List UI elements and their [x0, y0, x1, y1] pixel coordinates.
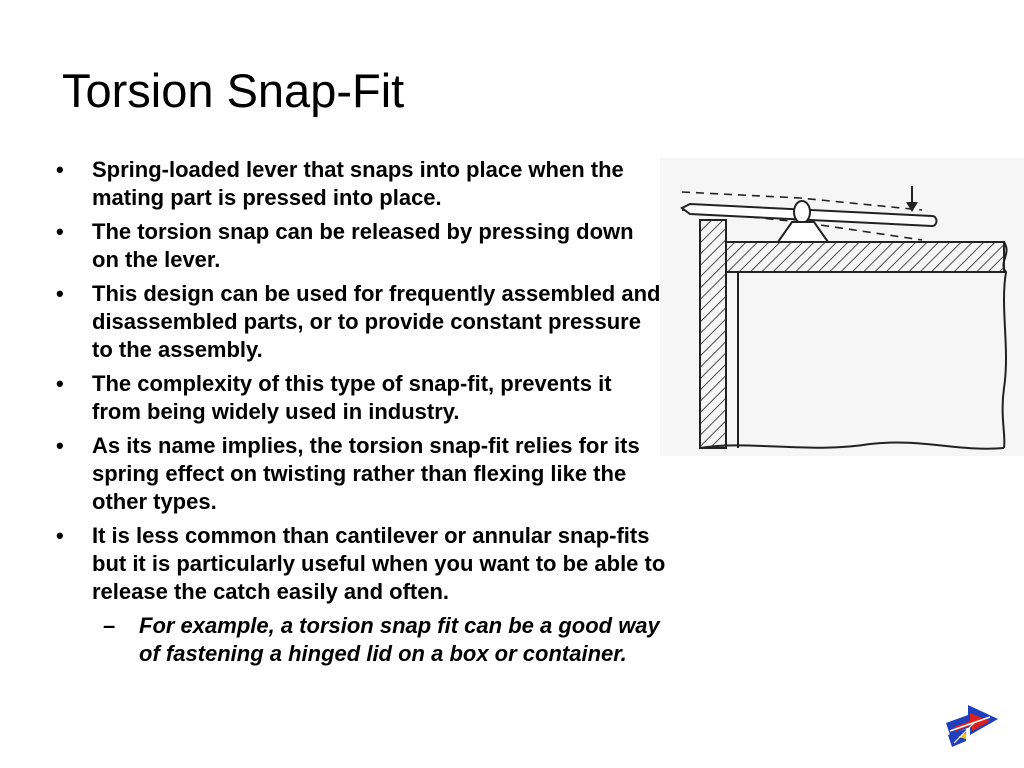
arrow-logo-icon — [944, 701, 1000, 751]
sub-bullet-text: For example, a torsion snap fit can be a good way of fastening a hinged lid on a box or container. — [139, 613, 660, 666]
bullet-item — [56, 280, 666, 364]
bullet-marker: • — [56, 157, 64, 182]
bullet-text: This design can be used for frequently assembled and disassembled parts, or to provide constant pressure to the assembly. — [92, 281, 661, 362]
bullet-item — [56, 432, 666, 516]
bullet-text: As its name implies, the torsion snap-fit relies for its spring effect on twisting rather than flexing like the other types. — [92, 433, 640, 514]
sub-bullet-marker: – — [103, 613, 116, 638]
slide-title: Torsion Snap-Fit — [62, 64, 405, 117]
bullet-list — [56, 156, 666, 674]
bullet-text: The complexity of this type of snap-fit, prevents it from being widely used in industry. — [92, 371, 612, 424]
bullet-item — [56, 370, 666, 426]
bullet-text: The torsion snap can be released by pressing down on the lever. — [92, 219, 634, 272]
bullet-text: Spring-loaded lever that snaps into place when the mating part is pressed into place. — [92, 157, 624, 210]
bullet-marker: • — [56, 523, 64, 548]
bullet-marker: • — [56, 281, 64, 306]
bullet-marker: • — [56, 433, 64, 458]
sub-bullet-list — [92, 612, 666, 668]
bullet-marker: • — [56, 219, 64, 244]
bullet-item — [56, 522, 666, 668]
torsion-snap-fit-figure — [660, 158, 1024, 456]
bullet-item — [56, 156, 666, 212]
logo-graphic — [944, 701, 1000, 751]
bullet-text: It is less common than cantilever or annular snap-fits but it is particularly useful when you want to be able to release the catch easily and often. — [92, 523, 666, 604]
sub-bullet-item — [92, 612, 666, 668]
bullet-marker: • — [56, 371, 64, 396]
bullet-item — [56, 218, 666, 274]
torsion-snap-fit-diagram-icon — [660, 158, 1024, 456]
